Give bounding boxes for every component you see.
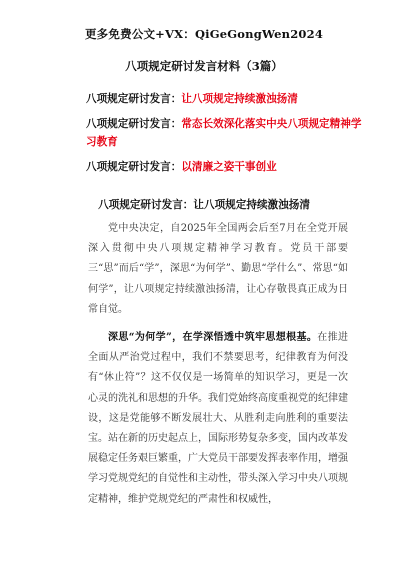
document-title: 八项规定研讨发言材料（3篇）	[125, 59, 283, 73]
paragraph-rest: 在推进全面从严治党过程中，我们不禁要思考，纪律教育为何没有“休止符”？这不仅仅是一场简单的知识学习，更是一次心灵的洗礼和思想的升华。我们党始终高度重视党的纪律建设，这是党能够不断发展壮大、从胜利走向胜利的重要法宝。站在新的历史起点上，国际形势复杂多变，国内改革发展稳定任务艰巨繁重，广大党员干部要发挥表率作用，增强学习党规党纪的自觉性和主动性，带头深入学习中央八项规定精神，维护党规党纪的严肃性和权威性，	[88, 332, 349, 505]
toc-item-lead: 八项规定研讨发言：	[86, 93, 182, 105]
paragraph-text: 党中央决定，自2025年全国两会后至7月在全党开展深入贯彻中央八项规定精神学习教育。党员干部要三“思”而后“学”，深思“为何学”、勤思“学什么”、常思“如何学”，让八项规定持续激浊扬清，让心存敬畏真正成为日常自觉。	[88, 223, 348, 315]
watermark-header: 更多免费公文+VX：QiGeGongWen2024	[84, 27, 324, 41]
toc-item-2[interactable]	[86, 115, 372, 151]
toc-item-title: 以清廉之姿干事创业	[181, 161, 277, 173]
paragraph-text	[88, 328, 348, 510]
toc-item-title: 常态长效深化落实中央八项规定精神学习教育	[86, 118, 362, 148]
table-of-contents	[86, 90, 372, 183]
body-paragraph-1	[88, 219, 348, 320]
toc-item-3[interactable]	[86, 158, 372, 176]
toc-item-title: 让八项规定持续激浊扬清	[181, 93, 298, 105]
section-heading: 八项规定研讨发言：让八项规定持续激浊扬清	[98, 199, 310, 211]
body-paragraph-2	[88, 328, 348, 510]
toc-item-1[interactable]	[86, 90, 372, 108]
toc-item-lead: 八项规定研讨发言：	[86, 161, 182, 173]
toc-item-lead: 八项规定研讨发言：	[86, 118, 182, 130]
paragraph-lead-bold: 深思“为何学”，在学深悟透中筑牢思想根基。	[108, 332, 318, 343]
